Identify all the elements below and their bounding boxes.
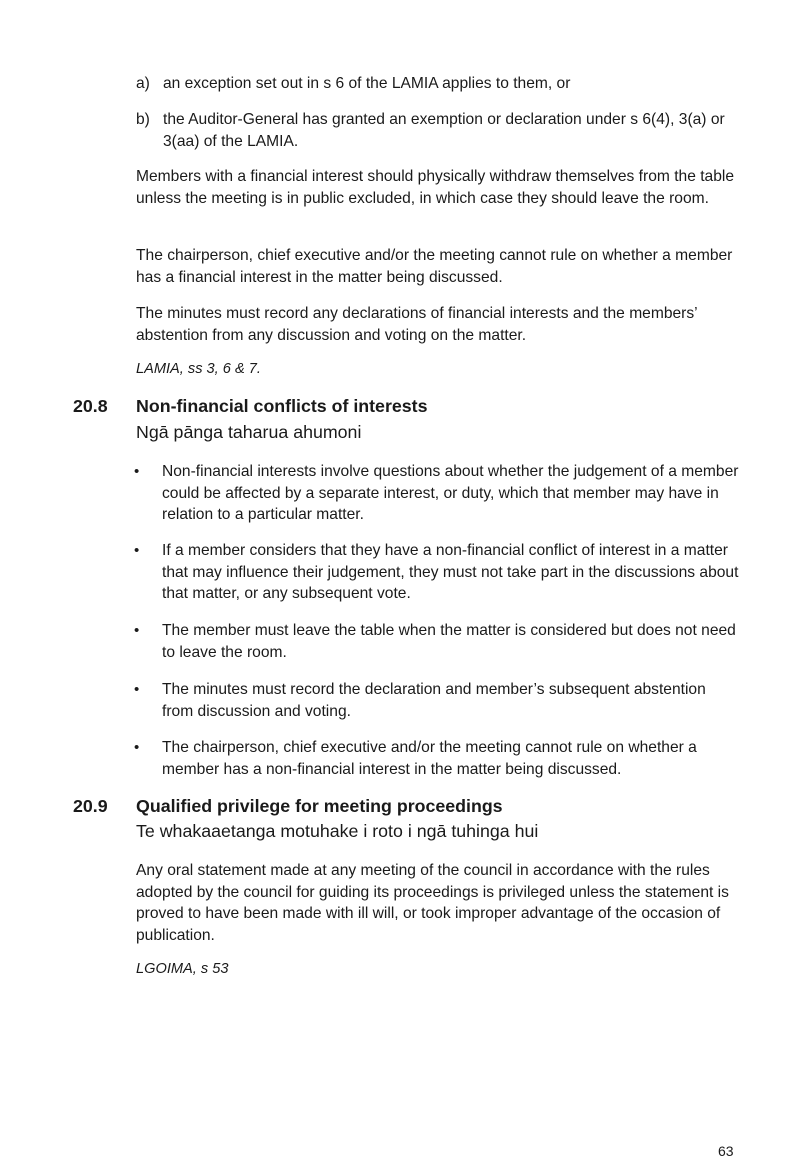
paragraph: The minutes must record any declarations of financial interests and the members’ abstention from any discussion and voting on the matter. <box>136 305 698 344</box>
bullet-text: The minutes must record the declaration and member’s subsequent abstention from discussion and voting. <box>162 681 706 720</box>
bullet-item <box>134 737 740 780</box>
bullet-item <box>134 461 740 526</box>
section-subtitle: Ngā pānga taharua ahumoni <box>136 422 362 442</box>
list-item-text: the Auditor-General has granted an exemption or declaration under s 6(4), 3(a) or 3(aa) of the LAMIA. <box>163 111 725 150</box>
bullet-item <box>134 679 740 722</box>
bullet-icon: • <box>134 542 140 559</box>
bullet-icon: • <box>134 463 140 480</box>
paragraph: Members with a financial interest should physically withdraw themselves from the table unless the meeting is in public excluded, in which case they should leave the room. <box>136 168 735 207</box>
section-title: Qualified privilege for meeting proceedings <box>136 796 503 816</box>
list-item-text: an exception set out in s 6 of the LAMIA applies to them, or <box>163 75 571 92</box>
page-number: 63 <box>718 1143 734 1159</box>
section-subtitle: Te whakaaetanga motuhake i roto i ngā tuhinga hui <box>136 821 539 841</box>
section-title: Non-financial conflicts of interests <box>136 396 428 416</box>
citation: LGOIMA, s 53 <box>136 961 229 977</box>
bullet-icon: • <box>134 622 140 639</box>
bullet-item <box>134 540 740 605</box>
bullet-icon: • <box>134 739 140 756</box>
bullet-text: The member must leave the table when the matter is considered but does not need to leave the room. <box>162 622 736 661</box>
list-item <box>136 73 740 95</box>
citation: LAMIA, ss 3, 6 & 7. <box>136 361 261 377</box>
bullet-text: If a member considers that they have a non-financial conflict of interest in a matter that may influence their judgement, they must not take part in the discussions about that matter, or any subsequent vote. <box>162 542 739 603</box>
list-item <box>136 109 740 152</box>
bullet-text: The chairperson, chief executive and/or the meeting cannot rule on whether a member has a non-financial interest in the matter being discussed. <box>162 739 697 778</box>
section-number: 20.8 <box>73 396 108 416</box>
list-marker: a) <box>136 75 150 92</box>
section-number: 20.9 <box>73 796 108 816</box>
list-marker: b) <box>136 111 150 128</box>
bullet-text: Non-financial interests involve questions about whether the judgement of a member could be affected by a separate interest, or duty, which that member may have in relation to a particular matter. <box>162 463 739 524</box>
paragraph: Any oral statement made at any meeting of the council in accordance with the rules adopted by the council for guiding its proceedings is privileged unless the statement is proved to have been made with ill will, or took improper advantage of the occasion of publication. <box>136 862 729 944</box>
bullet-icon: • <box>134 681 140 698</box>
bullet-item <box>134 620 740 663</box>
paragraph: The chairperson, chief executive and/or the meeting cannot rule on whether a member has a financial interest in the matter being discussed. <box>136 247 733 286</box>
